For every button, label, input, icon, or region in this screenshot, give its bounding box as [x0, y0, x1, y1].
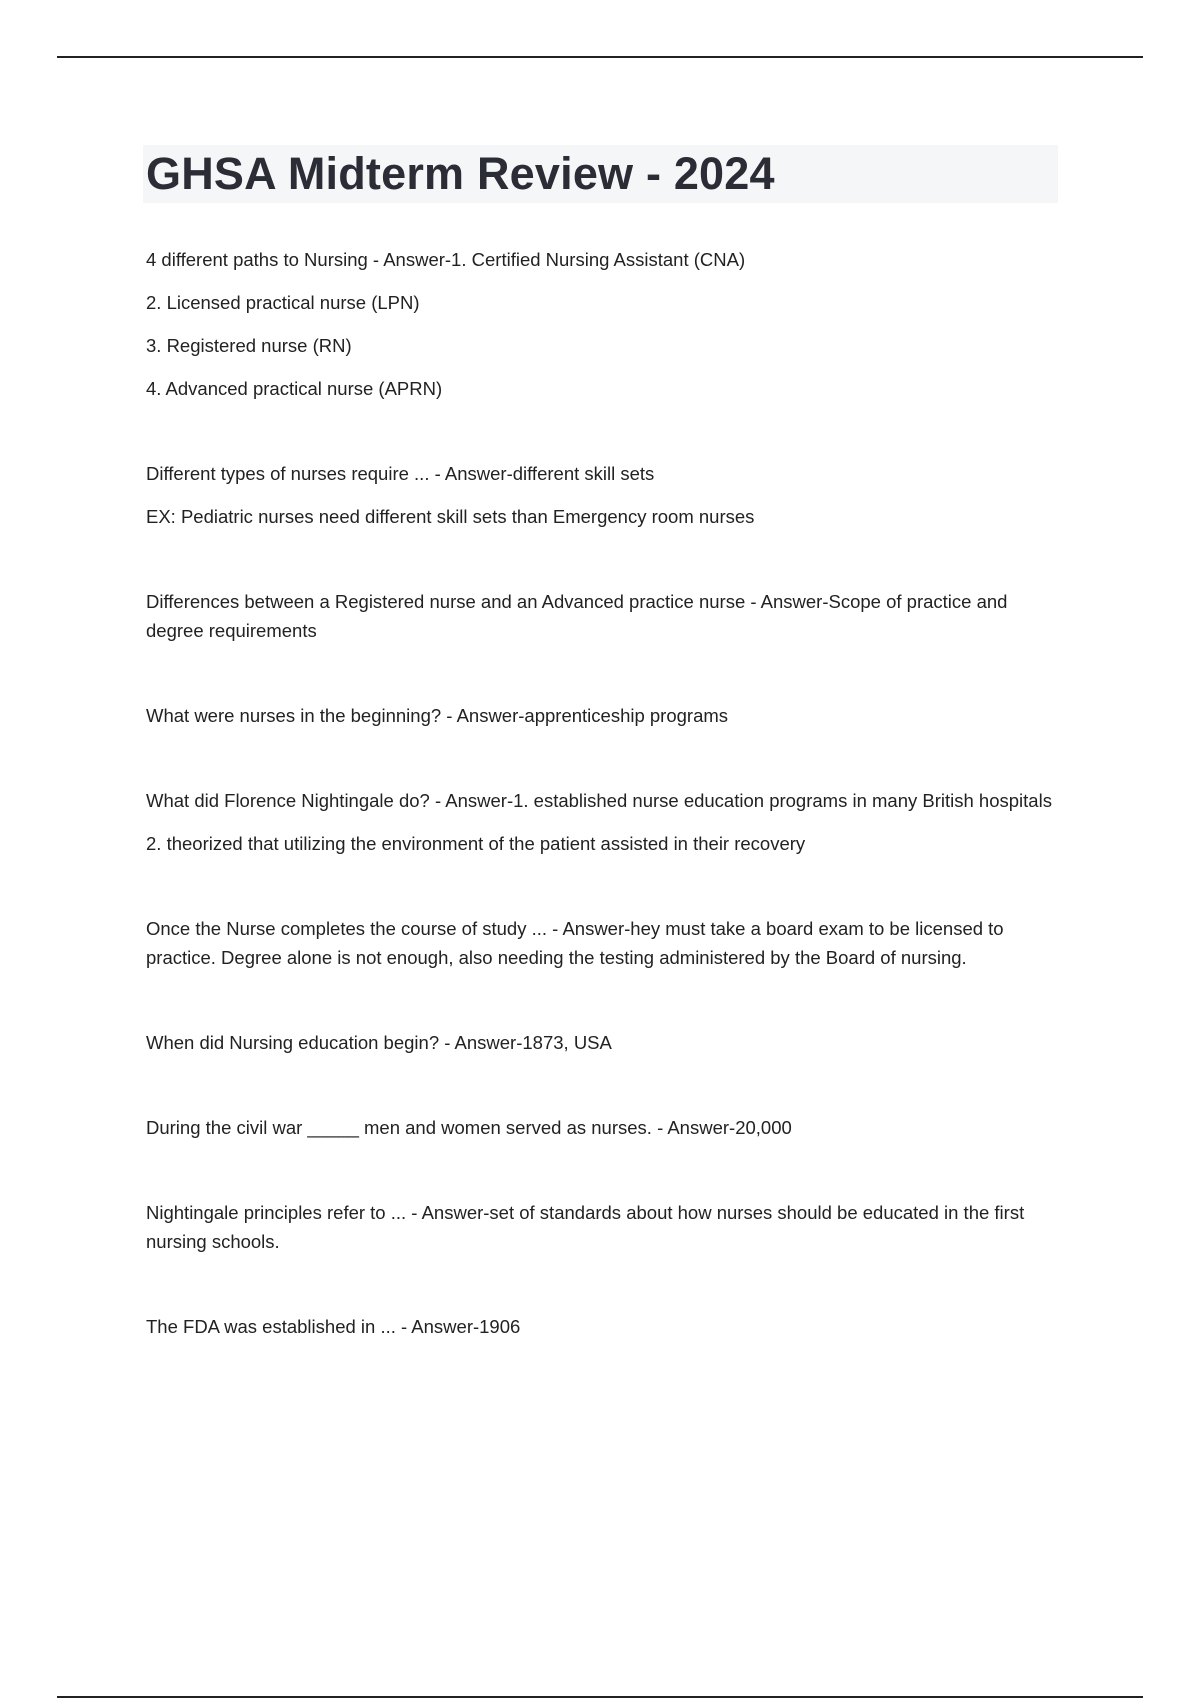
qa-text: 3. Registered nurse (RN): [146, 335, 352, 356]
qa-text: 4 different paths to Nursing - Answer-1. Certified Nursing Assistant (CNA): [146, 249, 746, 270]
qa-item: [146, 245, 1061, 403]
bottom-divider: [57, 1696, 1143, 1698]
qa-text: EX: Pediatric nurses need different skill sets than Emergency room nurses: [146, 506, 755, 527]
qa-text: Differences between a Registered nurse and an Advanced practice nurse - Answer-Scope of practice and degree requirements: [146, 591, 1008, 641]
top-divider: [57, 56, 1143, 58]
qa-item: [146, 459, 1061, 531]
qa-text: 2. Licensed practical nurse (LPN): [146, 292, 420, 313]
qa-text: What did Florence Nightingale do? - Answer-1. established nurse education programs in many British hospitals: [146, 790, 1052, 811]
qa-item: [146, 1113, 1061, 1142]
qa-text: Nightingale principles refer to ... - Answer-set of standards about how nurses should be educated in the first nursing schools.: [146, 1202, 1025, 1252]
qa-text: 2. theorized that utilizing the environment of the patient assisted in their recovery: [146, 833, 806, 854]
qa-text: 4. Advanced practical nurse (APRN): [146, 378, 443, 399]
qa-item: [146, 1028, 1061, 1057]
qa-text: Once the Nurse completes the course of study ... - Answer-hey must take a board exam to be licensed to practice. Degree alone is not enough, also needing the testing administered by the Board of nursing.: [146, 918, 1004, 968]
qa-item: [146, 914, 1061, 972]
qa-text: What were nurses in the beginning? - Answer-apprenticeship programs: [146, 705, 729, 726]
document-title: GHSA Midterm Review - 2024: [146, 148, 775, 199]
qa-text: Different types of nurses require ... - Answer-different skill sets: [146, 463, 655, 484]
qa-text: The FDA was established in ... - Answer-1906: [146, 1316, 521, 1337]
qa-list: [146, 245, 1061, 1397]
qa-item: [146, 1198, 1061, 1256]
qa-item: [146, 786, 1061, 858]
qa-text: When did Nursing education begin? - Answer-1873, USA: [146, 1032, 612, 1053]
qa-text: During the civil war _____ men and women served as nurses. - Answer-20,000: [146, 1117, 792, 1138]
qa-item: [146, 1312, 1061, 1341]
qa-item: [146, 701, 1061, 730]
qa-item: [146, 587, 1061, 645]
